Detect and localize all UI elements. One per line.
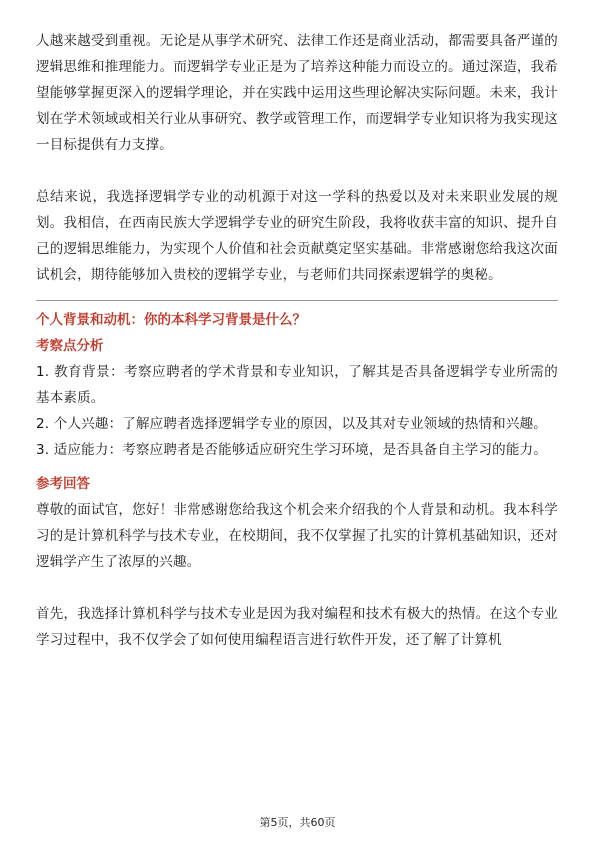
answer-heading: 参考回答 [36, 476, 90, 492]
analysis-point: 3. 适应能力：考察应聘者是否能够适应研究生学习环境，是否具备自主学习的能力。 [36, 442, 547, 458]
analysis-point: 2. 个人兴趣：了解应聘者选择逻辑学专业的原因，以及其对专业领域的热情和兴趣。 [36, 416, 547, 432]
answer-paragraph: 首先，我选择计算机科学与技术专业是因为我对编程和技术有极大的热情。在这个专业学习过程中，我不仅学会了如何使用编程语言进行软件开发，还了解了计算机 [36, 606, 558, 648]
body-paragraph: 人越来越受到重视。无论是从事学术研究、法律工作还是商业活动，都需要具备严谨的逻辑思维和推理能力。而逻辑学专业正是为了培养这种能力而设立的。通过深造，我希望能够掌握更深入的逻辑学理论，并在实践中运用这些理论解决实际问题。未来，我计划在学术领域或相关行业从事研究、教学或管理工作，而逻辑学专业知识将为我实现这一目标提供有力支撑。 [36, 33, 558, 153]
question-title: 个人背景和动机：你的本科学习背景是什么？ [36, 312, 306, 328]
analysis-heading: 考察点分析 [36, 338, 104, 354]
section-divider [36, 300, 558, 301]
analysis-point: 1. 教育背景：考察应聘者的学术背景和专业知识，了解其是否具备逻辑学专业所需的基本素质。 [36, 364, 558, 406]
body-paragraph: 总结来说，我选择逻辑学专业的动机源于对这一学科的热爱以及对未来职业发展的规划。我相信，在西南民族大学逻辑学专业的研究生阶段，我将收获丰富的知识、提升自己的逻辑思维能力，为实现个人价值和社会贡献奠定坚实基础。非常感谢您给我这次面试机会，期待能够加入贵校的逻辑学专业，与老师们共同探索逻辑学的奥秘。 [36, 189, 558, 283]
document-page [36, 28, 558, 653]
answer-paragraph: 尊敬的面试官，您好！非常感谢您给我这个机会来介绍我的个人背景和动机。我本科学习的是计算机科学与技术专业，在校期间，我不仅掌握了扎实的计算机基础知识，还对逻辑学产生了浓厚的兴趣。 [36, 502, 558, 570]
paragraph-gap [36, 575, 558, 601]
page-footer: 第5页，共60页 [259, 816, 336, 829]
paragraph-gap [36, 158, 558, 184]
